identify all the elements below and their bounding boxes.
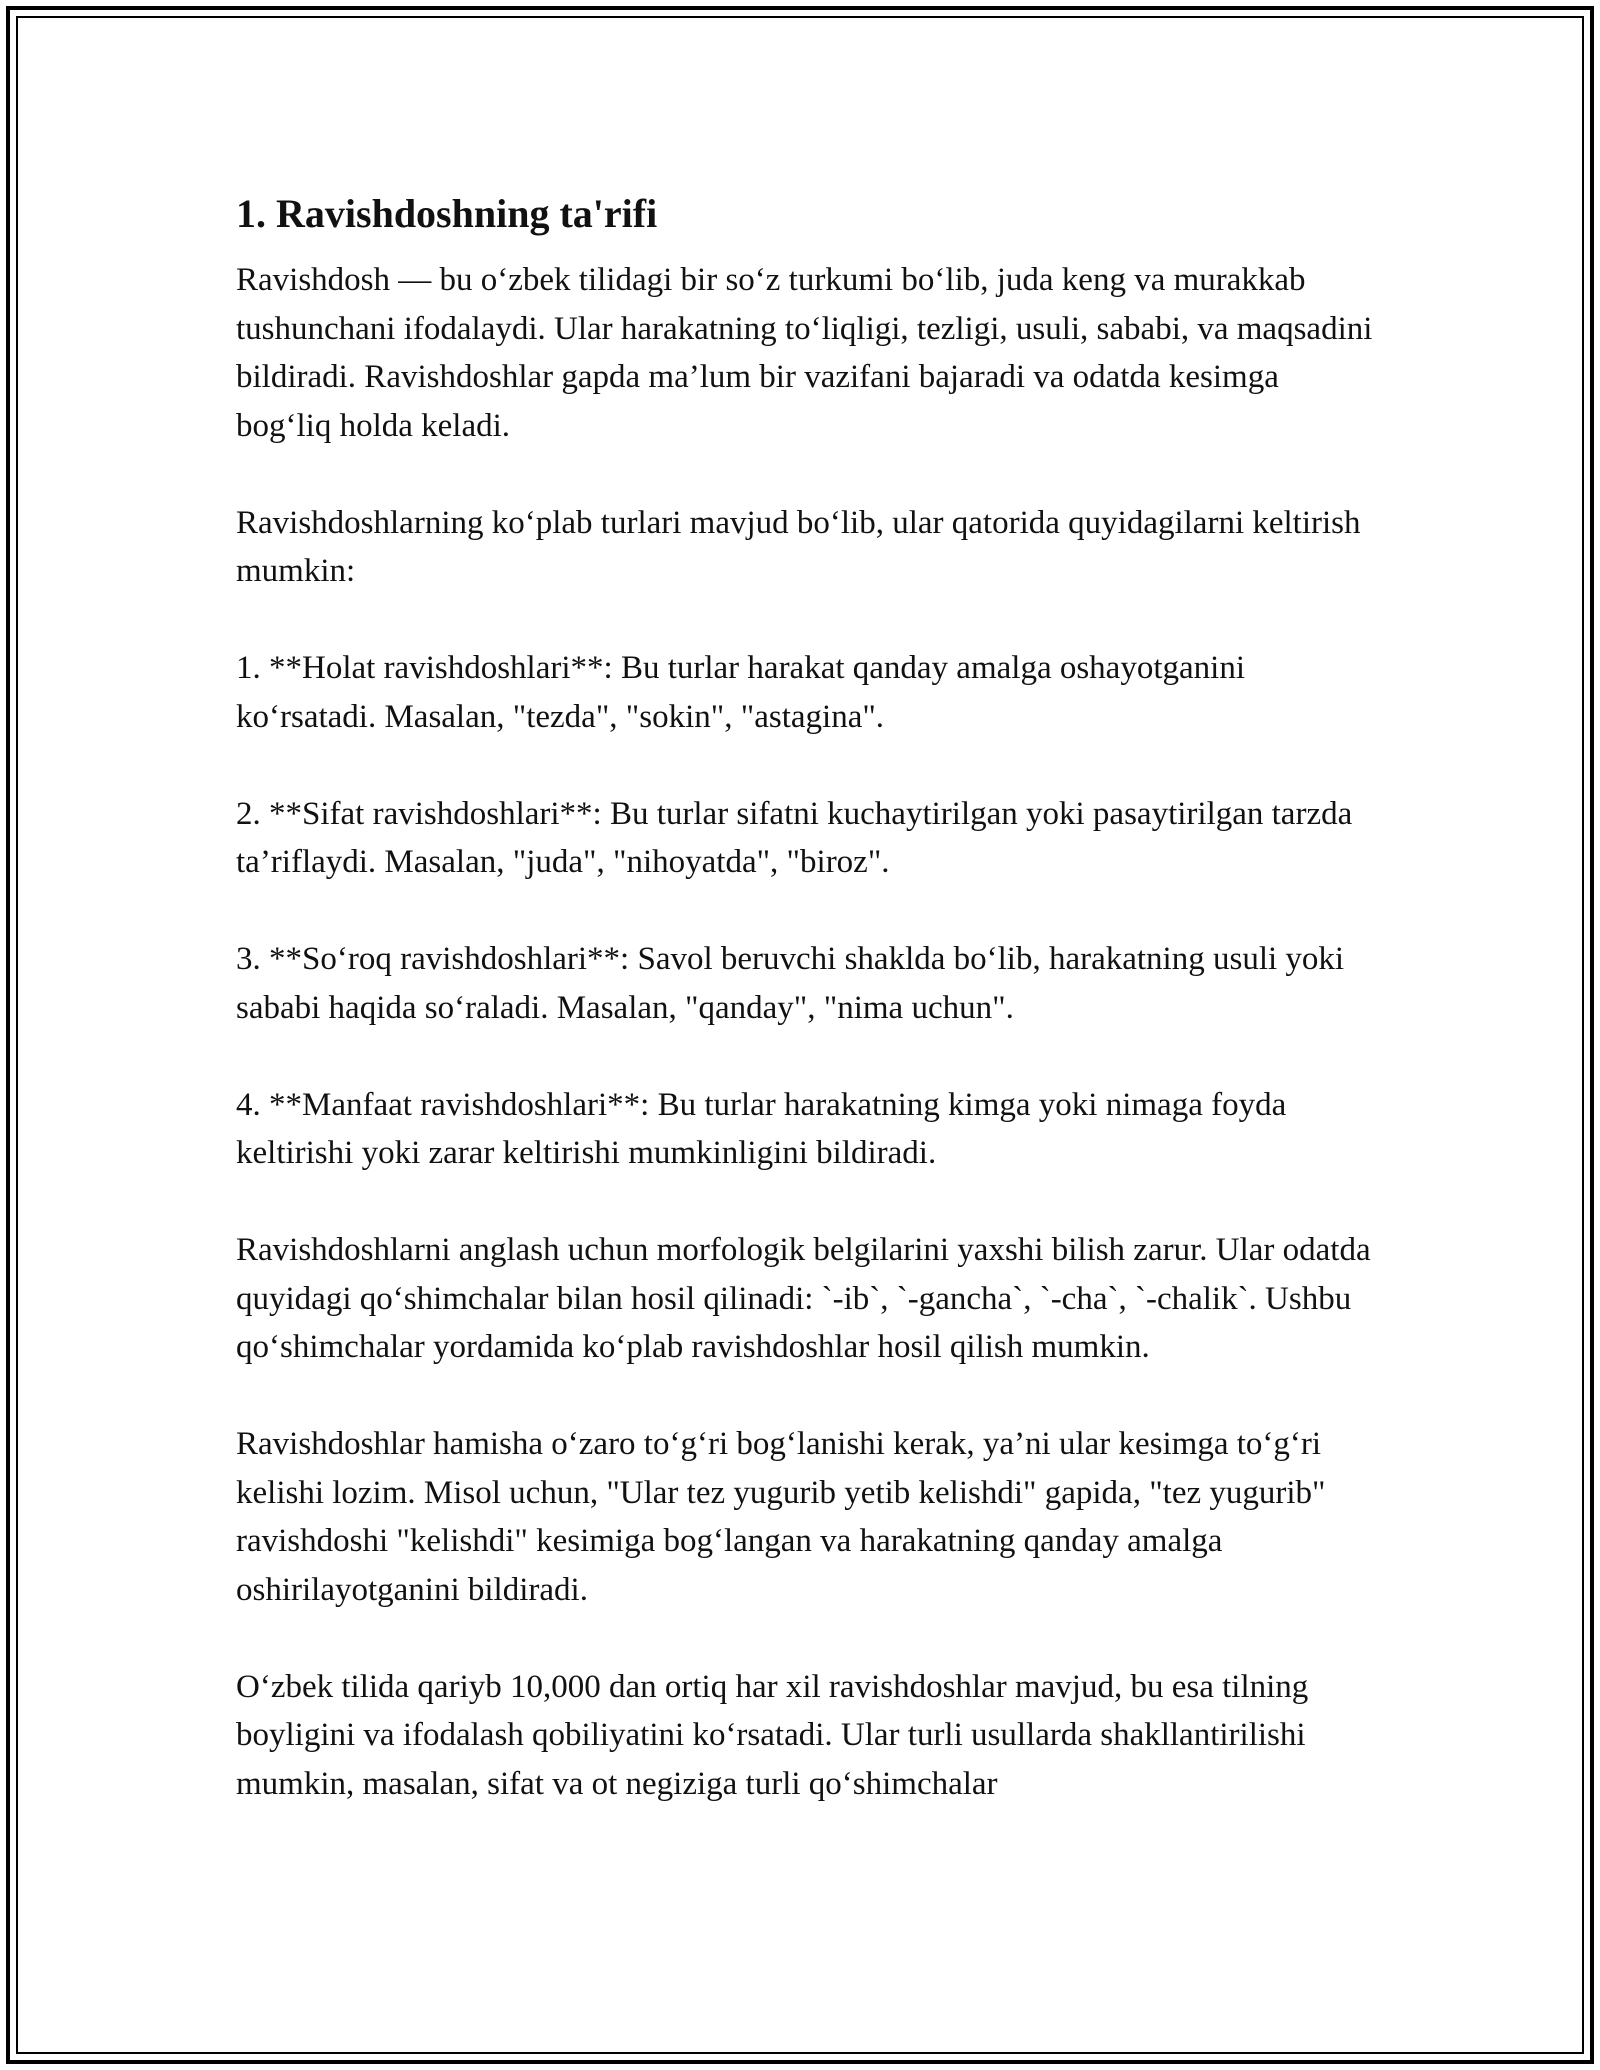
paragraph-morphology: Ravishdoshlarni anglash uchun morfologik belgilarini yaxshi bilish zarur. Ular odatda quyidagi qo‘shimchalar bilan hosil qilinadi: `-ib`, `-gancha`, `-cha`, `-chalik`. Ushbu qo‘shimchalar yordamida ko‘plab ravishdoshlar hosil qilish mumkin. <box>236 1232 1371 1365</box>
paragraph-definition: Ravishdosh — bu o‘zbek tilidagi bir so‘z turkumi bo‘lib, juda keng va murakkab tushunchani ifodalaydi. Ular harakatning to‘liqligi, tezligi, usuli, sababi, va maqsadini bildiradi. Ravishdoshlar gapda ma’lum bir vazifani bajaradi va odatda kesimga bog‘liq holda keladi. <box>236 262 1373 444</box>
list-item-manfaat: 4. **Manfaat ravishdoshlari**: Bu turlar harakatning kimga yoki nimaga foyda keltirishi yoki zarar keltirishi mumkinligini bildiradi. <box>236 1086 1287 1171</box>
paragraph-agreement: Ravishdoshlar hamisha o‘zaro to‘g‘ri bog‘lanishi kerak, ya’ni ular kesimga to‘g‘ri kelishi lozim. Misol uchun, "Ular tez yugurib yetib kelishdi" gapida, "tez yugurib" ravishdoshi "kelishdi" kesimiga bog‘langan va harakatning qanday amalga oshirilayotganini bildiradi. <box>236 1426 1326 1608</box>
page-title: 1. Ravishdoshning ta'rifi <box>236 191 658 236</box>
document-body <box>236 184 1376 1857</box>
list-item-soroq: 3. **So‘roq ravishdoshlari**: Savol beruvchi shaklda bo‘lib, harakatning usuli yoki sababi haqida so‘raladi. Masalan, "qanday", "nima uchun". <box>236 941 1345 1026</box>
list-item-sifat: 2. **Sifat ravishdoshlari**: Bu turlar sifatni kuchaytirilgan yoki pasaytirilgan tarzda ta’riflaydi. Masalan, "juda", "nihoyatda", "biroz". <box>236 795 1353 880</box>
paragraph-count: O‘zbek tilida qariyb 10,000 dan ortiq har xil ravishdoshlar mavjud, bu esa tilning boyligini va ifodalash qobiliyatini ko‘rsatadi. Ular turli usullarda shakllantirilishi mumkin, masalan, sifat va ot negiziga turli qo‘shimchalar <box>236 1668 1309 1802</box>
paragraph-types-intro: Ravishdoshlarning ko‘plab turlari mavjud bo‘lib, ular qatorida quyidagilarni keltirish mumkin: <box>236 504 1361 589</box>
list-item-holat: 1. **Holat ravishdoshlari**: Bu turlar harakat qanday amalga oshayotganini ko‘rsatadi. Masalan, "tezda", "sokin", "astagina". <box>236 650 1245 735</box>
